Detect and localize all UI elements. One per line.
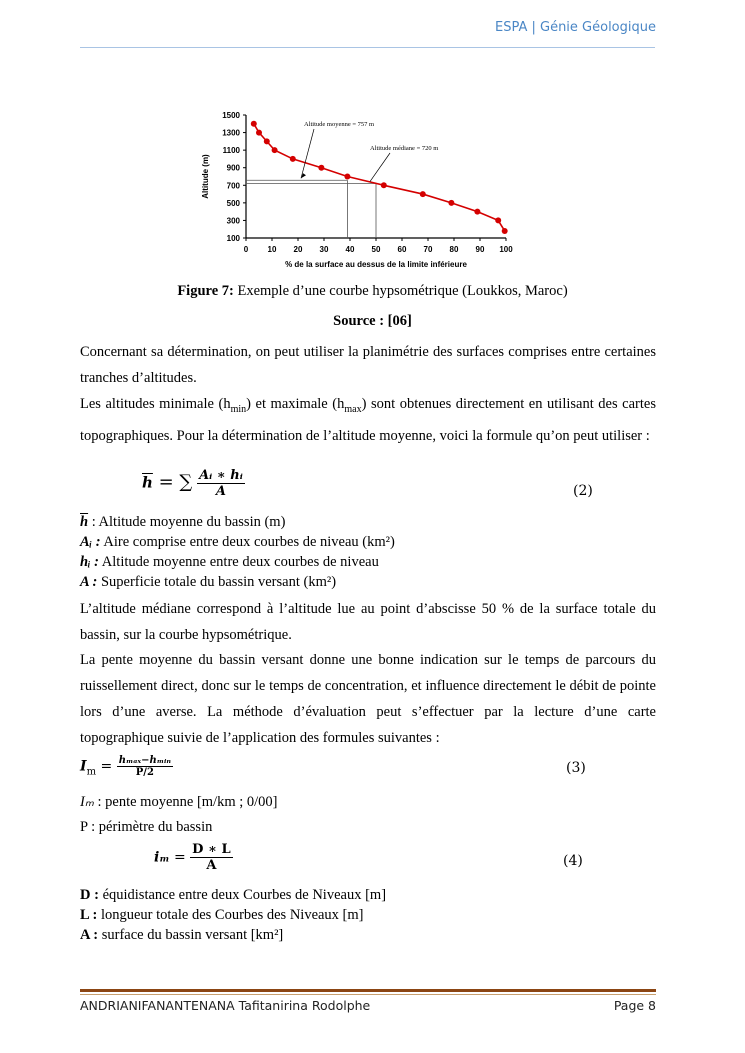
footer-divider-thin xyxy=(80,994,656,995)
def-hi xyxy=(80,552,379,572)
x-tick-label: 10 xyxy=(267,245,277,254)
figure-label: Figure 7: xyxy=(177,283,234,299)
figure-source: Source : [06] xyxy=(333,313,412,329)
y-tick-label: 700 xyxy=(226,181,240,191)
def-d-sym: D : xyxy=(80,887,99,903)
header-divider xyxy=(80,47,655,48)
y-tick-label: 1500 xyxy=(222,111,240,120)
def-h-sym: $\overline{h}$ xyxy=(80,514,89,530)
x-tick-label: 80 xyxy=(449,245,459,254)
eq3-denominator: P/2 xyxy=(135,767,154,778)
footer-author: ANDRIANIFANANTENANA Tafitanirina Rodolphe xyxy=(80,998,371,1013)
annotation-arrow xyxy=(370,153,390,182)
x-axis-label: % de la surface au dessus de la limite inférieure xyxy=(285,260,467,269)
y-tick-label: 300 xyxy=(226,216,240,226)
annotation-altitude-moyenne: Altitude moyenne = 757 m xyxy=(304,121,375,128)
paragraph-pente-moyenne: La pente moyenne du bassin versant donne une bonne indication sur le temps de parcours du ruissellement direct, donc sur le temps de concentration, et influence directement le débit de pointe lors d’une averse. La méthode d’évaluation peut s’effectuer par la lecture d’une carte topographique suivie de l’application des formules suivantes : xyxy=(80,652,656,746)
def-a-sym: A : xyxy=(80,574,98,590)
def-a xyxy=(80,572,336,592)
eq4-lhs: iₘ xyxy=(154,849,170,866)
def-a-text: Superficie totale du bassin versant (km²) xyxy=(97,574,337,590)
def-a2-sym: A : xyxy=(80,927,99,943)
data-point xyxy=(290,156,296,162)
equation-2 xyxy=(142,468,245,499)
annotation-arrow xyxy=(301,129,314,178)
x-tick-label: 100 xyxy=(499,245,513,254)
data-point xyxy=(256,130,262,136)
x-tick-label: 90 xyxy=(475,245,485,254)
data-point xyxy=(420,191,426,197)
def-hi-sym: hᵢ : xyxy=(80,554,99,570)
def-a2 xyxy=(80,925,283,945)
page-header: ESPA | Génie Géologique xyxy=(494,20,656,35)
def-hi-text: Altitude moyenne entre deux courbes de niveau xyxy=(98,554,379,570)
annotation-altitude-mediane: Altitude médiane = 720 m xyxy=(370,145,439,152)
paragraph-altitude-mediane: L’altitude médiane correspond à l’altitude lue au point d’abscisse 50 % de la surface totale du bassin, sur la courbe hypsométrique. xyxy=(80,601,656,643)
paragraph-determination: Concernant sa détermination, on peut utiliser la planimétrie des surfaces comprises entre certaines tranches d’altitudes. xyxy=(80,344,656,386)
def-im xyxy=(80,792,278,812)
def-im-sym: Iₘ xyxy=(80,794,94,810)
eq2-lhs: $\overline{h}$ xyxy=(142,473,153,492)
data-point xyxy=(381,182,387,188)
equation-4-number: (4) xyxy=(563,853,583,869)
def-ai xyxy=(80,532,395,552)
eq4-denominator: A xyxy=(206,858,217,873)
data-point xyxy=(264,138,270,144)
def-h-text: : Altitude moyenne du bassin (m) xyxy=(88,514,286,530)
hypsometric-chart xyxy=(198,102,538,277)
def-d xyxy=(80,885,386,905)
def-ai-text: Aire comprise entre deux courbes de niveau (km²) xyxy=(100,534,395,550)
eq4-numerator: D ∗ L xyxy=(192,842,231,857)
data-point xyxy=(495,217,501,223)
x-tick-label: 20 xyxy=(293,245,303,254)
x-tick-label: 30 xyxy=(319,245,329,254)
sub-min: min xyxy=(230,403,247,415)
x-tick-label: 60 xyxy=(397,245,407,254)
data-point xyxy=(448,200,454,206)
data-point xyxy=(344,174,350,180)
sub-max: max xyxy=(344,403,362,415)
def-l-sym: L : xyxy=(80,907,98,923)
p2-c: ) sont obtenues directement en utilisant des cartes topographiques. Pour la détermination de l’altitude moyenne, voici la formule qu’on peut utiliser : xyxy=(80,396,656,444)
eq4-equals: = xyxy=(169,849,186,866)
def-im-text: : pente moyenne [m/km ; 0/00] xyxy=(93,794,278,810)
p2-b: ) et maximale (h xyxy=(246,396,345,412)
data-point xyxy=(272,147,278,153)
y-tick-label: 900 xyxy=(226,163,240,173)
equation-4 xyxy=(154,842,233,873)
def-a2-text: surface du bassin versant [km²] xyxy=(98,927,284,943)
x-tick-label: 50 xyxy=(371,245,381,254)
eq3-lhs: I xyxy=(80,758,87,775)
data-point xyxy=(502,228,508,234)
figure-caption xyxy=(0,283,745,300)
eq3-sub: m xyxy=(86,766,97,778)
eq2-sum: = ∑ xyxy=(152,471,193,493)
y-tick-label: 1300 xyxy=(222,128,240,138)
y-tick-label: 1100 xyxy=(222,146,240,156)
data-point xyxy=(474,209,480,215)
eq3-equals: = xyxy=(96,758,113,775)
footer-page-number: Page 8 xyxy=(613,998,656,1013)
paragraph-altitudes xyxy=(80,391,656,449)
series-line xyxy=(254,124,505,231)
def-ai-sym: Aᵢ : xyxy=(80,534,101,550)
def-d-text: équidistance entre deux Courbes de Niveaux [m] xyxy=(98,887,387,903)
y-axis-label: Altitude (m) xyxy=(201,154,210,199)
equation-2-number: (2) xyxy=(573,483,593,499)
x-tick-label: 0 xyxy=(243,245,249,254)
y-tick-label: 100 xyxy=(226,234,240,243)
equation-3-number: (3) xyxy=(566,760,586,776)
data-point xyxy=(251,121,257,127)
footer-divider xyxy=(80,989,656,992)
p2-a: Les altitudes minimale (h xyxy=(80,396,231,412)
def-h xyxy=(80,512,285,532)
x-tick-label: 40 xyxy=(345,245,355,254)
figure-caption-text: Exemple d’une courbe hypsométrique (Loukkos, Maroc) xyxy=(233,283,568,299)
y-tick-label: 500 xyxy=(226,198,240,208)
eq2-numerator: Aᵢ ∗ hᵢ xyxy=(199,468,243,483)
def-l-text: longueur totale des Courbes des Niveaux [m] xyxy=(97,907,364,923)
equation-3 xyxy=(80,755,173,778)
def-p: P : périmètre du bassin xyxy=(80,819,213,835)
eq2-denominator: A xyxy=(215,484,226,499)
data-point xyxy=(318,165,324,171)
def-l xyxy=(80,905,364,925)
x-tick-label: 70 xyxy=(423,245,433,254)
eq3-numerator: hₘₐₓ−hₘᵢₙ xyxy=(118,755,171,766)
